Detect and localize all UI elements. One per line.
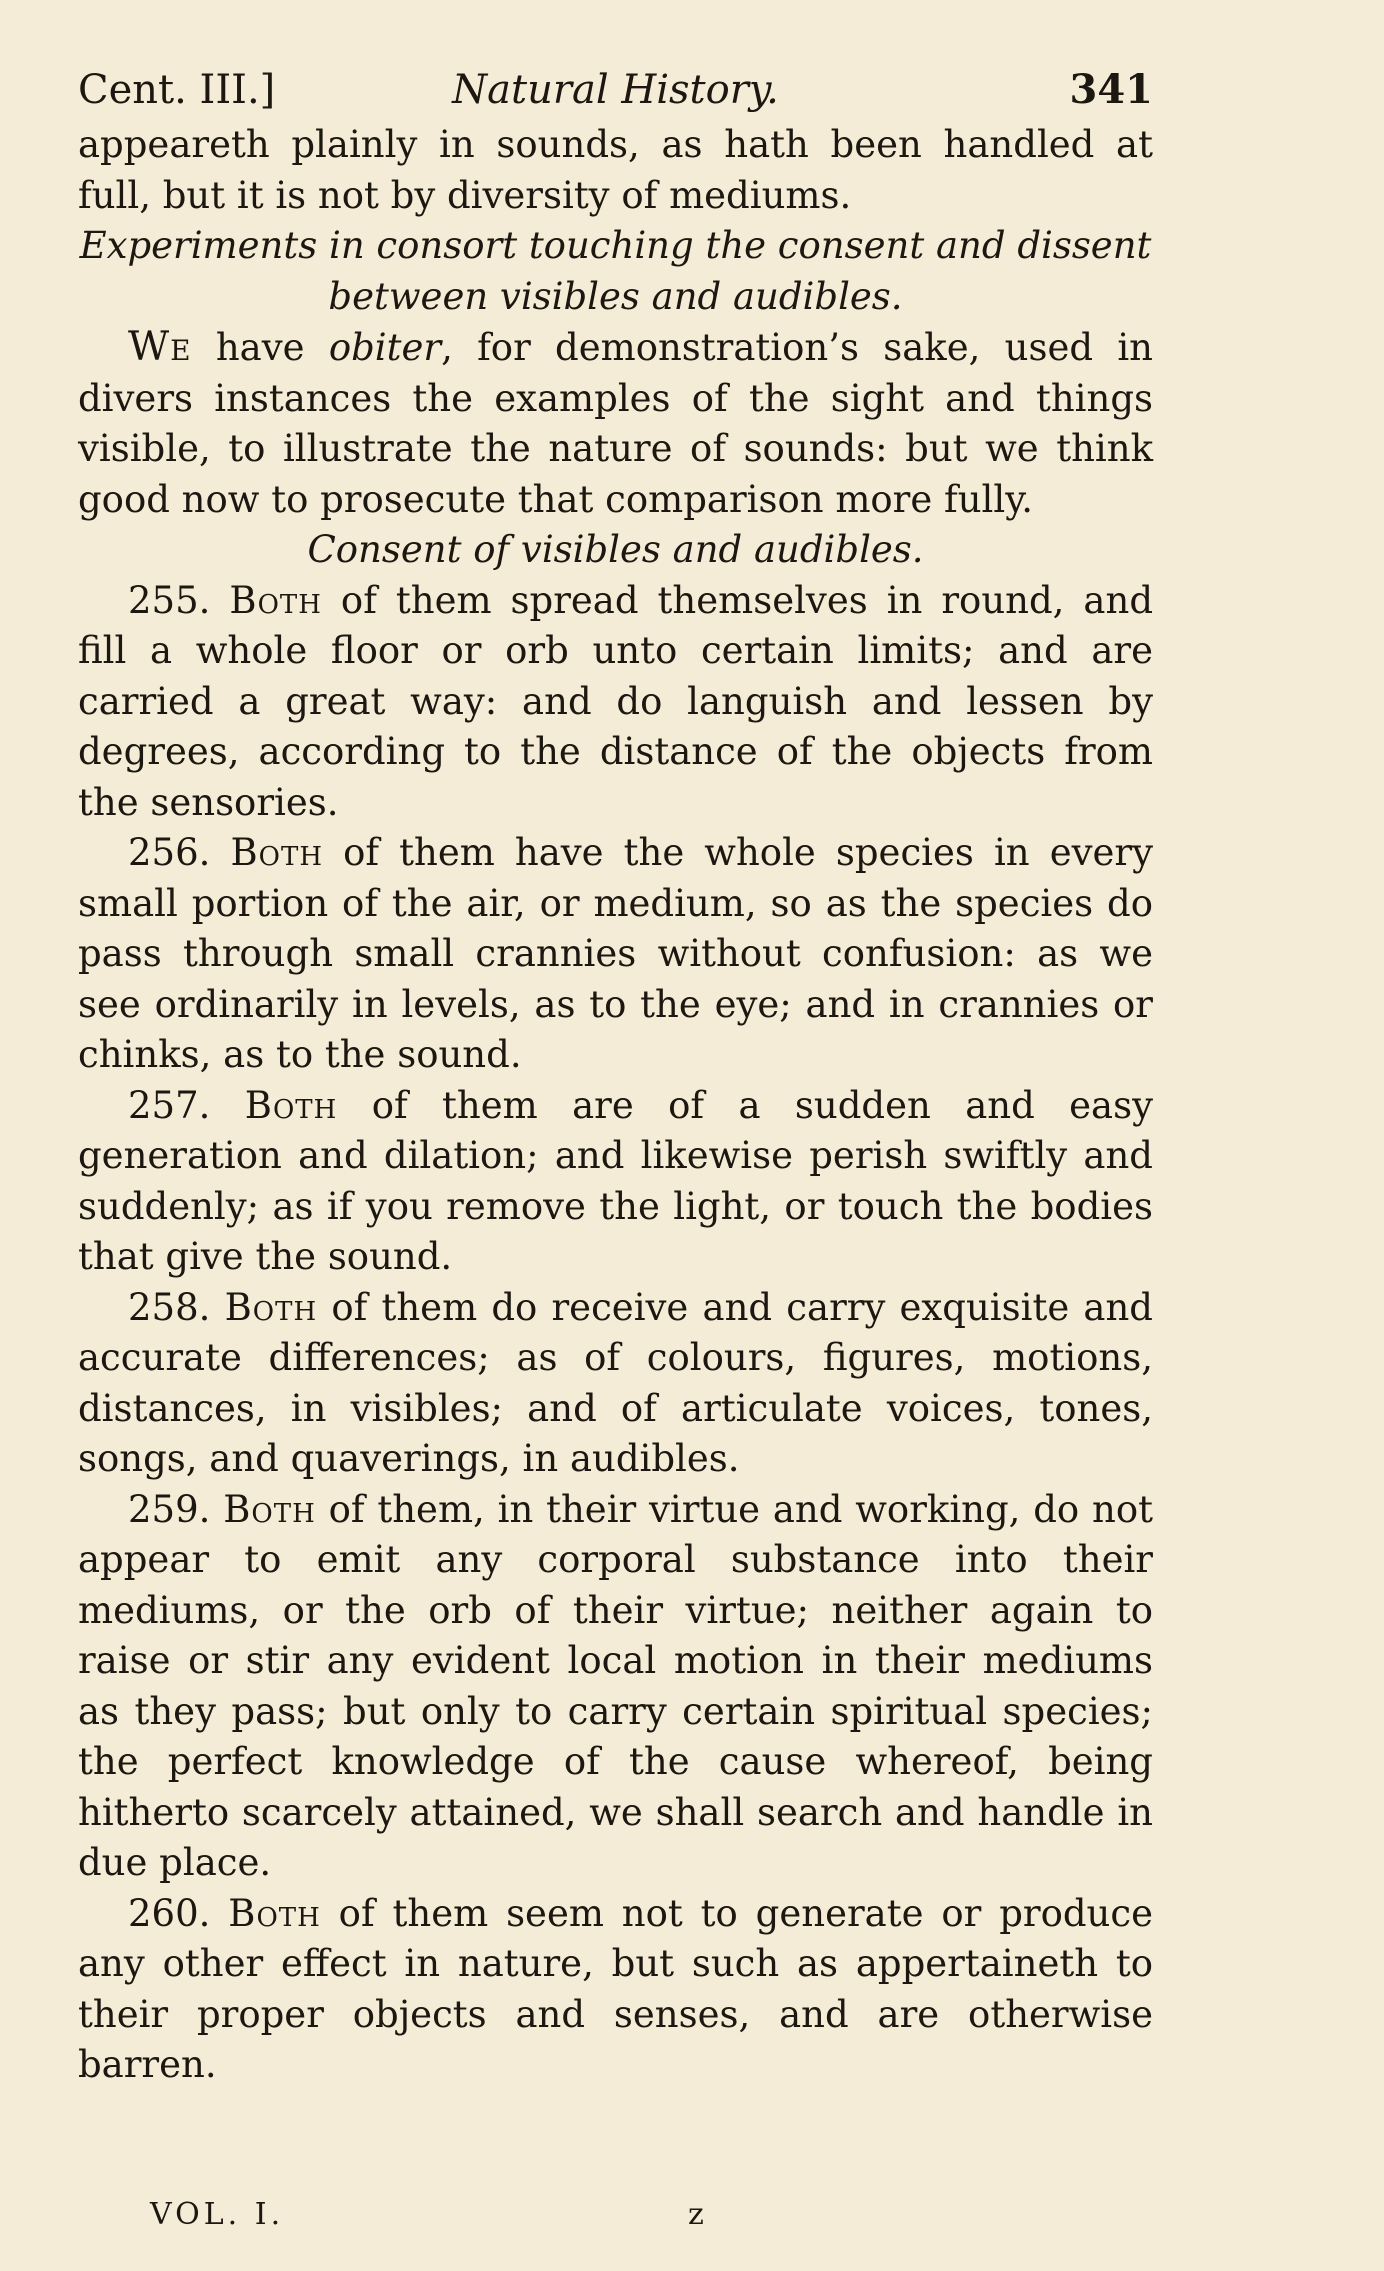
paragraph-number: 255. [128, 578, 211, 622]
paragraph-260 [78, 1889, 1153, 2091]
paragraph-lead: Both [244, 1083, 338, 1127]
subheading: Consent of visibles and audibles. [307, 528, 924, 571]
paragraph-number: 259. [128, 1487, 211, 1531]
running-title: Natural History. [452, 67, 779, 113]
paragraph-258 [78, 1283, 1153, 1485]
paragraph-text: of them do receive and carry exquisite and accurate differences; as of colours, figures, motions, distances, in visibles; and of articulate voices, tones, songs, and quaverings, in audibles. [78, 1285, 1153, 1480]
paragraph-text: of them have the whole species in every small portion of the air, or medium, so as the species do pass through small crannies without confusion: as we see ordinarily in levels, as to the eye; and in crannies or chinks, as to the sound. [78, 831, 1153, 1076]
body-text [78, 120, 1153, 2091]
paragraph-number: 257. [128, 1083, 211, 1127]
volume-label: VOL. I. [150, 2197, 285, 2232]
section-heading: Experiments in consort touching the consent and dissent between visibles and audibles. [79, 224, 1152, 318]
carryover-paragraph: appeareth plainly in sounds, as hath been handled at full, but it is not by diversity of mediums. [78, 123, 1153, 217]
running-head [78, 60, 1153, 120]
century-label: Cent. III.] [78, 67, 276, 113]
paragraph-text: of them, in their virtue and working, do not appear to emit any corporal substance into their mediums, or the orb of their virtue; neither again to raise or stir any evident local motion in their mediums as they pass; but only to carry certain spiritual species; the perfect knowledge of the cause whereof, being hitherto scarcely attained, we shall search and handle in due place. [78, 1487, 1154, 1884]
paragraph-257 [78, 1081, 1153, 1283]
paragraph-text: of them are of a sudden and easy generation and dilation; and likewise perish swiftly and suddenly; as if you remove the light, or touch the bodies that give the sound. [78, 1083, 1154, 1278]
paragraph-number: 260. [128, 1891, 211, 1935]
paragraph-lead: Both [228, 1891, 321, 1935]
book-page [78, 60, 1153, 2240]
intro-first-word: We [128, 324, 192, 370]
paragraph-number: 258. [128, 1285, 211, 1329]
paragraph-256 [78, 828, 1153, 1081]
intro-italic-word: obiter [328, 326, 442, 369]
page-number: 341 [1069, 66, 1153, 113]
paragraph-255 [78, 576, 1153, 829]
intro-rest: , for demonstration’s sake, used in divers instances the examples of the sight and things visible, to illustrate the nature of sounds: but we think good now to prosecute that comparison more fully. [78, 326, 1153, 521]
paragraph-259 [78, 1485, 1153, 1889]
paragraph-lead: Both [224, 1285, 318, 1329]
paragraph-number: 256. [128, 831, 211, 874]
paragraph-text: of them seem not to generate or produce any other effect in nature, but such as appertaineth to their proper objects and senses, and are otherwise barren. [78, 1891, 1153, 2086]
intro-pre-italic: have [191, 326, 329, 369]
page-footer [78, 2190, 1153, 2240]
paragraph-text: of them spread themselves in round, and fill a whole floor or orb unto certain limits; and are carried a great way: and do languish and lessen by degrees, according to the distance of the objects from the sensories. [78, 578, 1154, 824]
paragraph-lead: Both [223, 1487, 316, 1531]
signature-mark: z [688, 2197, 704, 2232]
paragraph-lead: Both [229, 578, 322, 622]
paragraph-lead: Both [230, 831, 323, 874]
intro-paragraph [78, 322, 1153, 525]
